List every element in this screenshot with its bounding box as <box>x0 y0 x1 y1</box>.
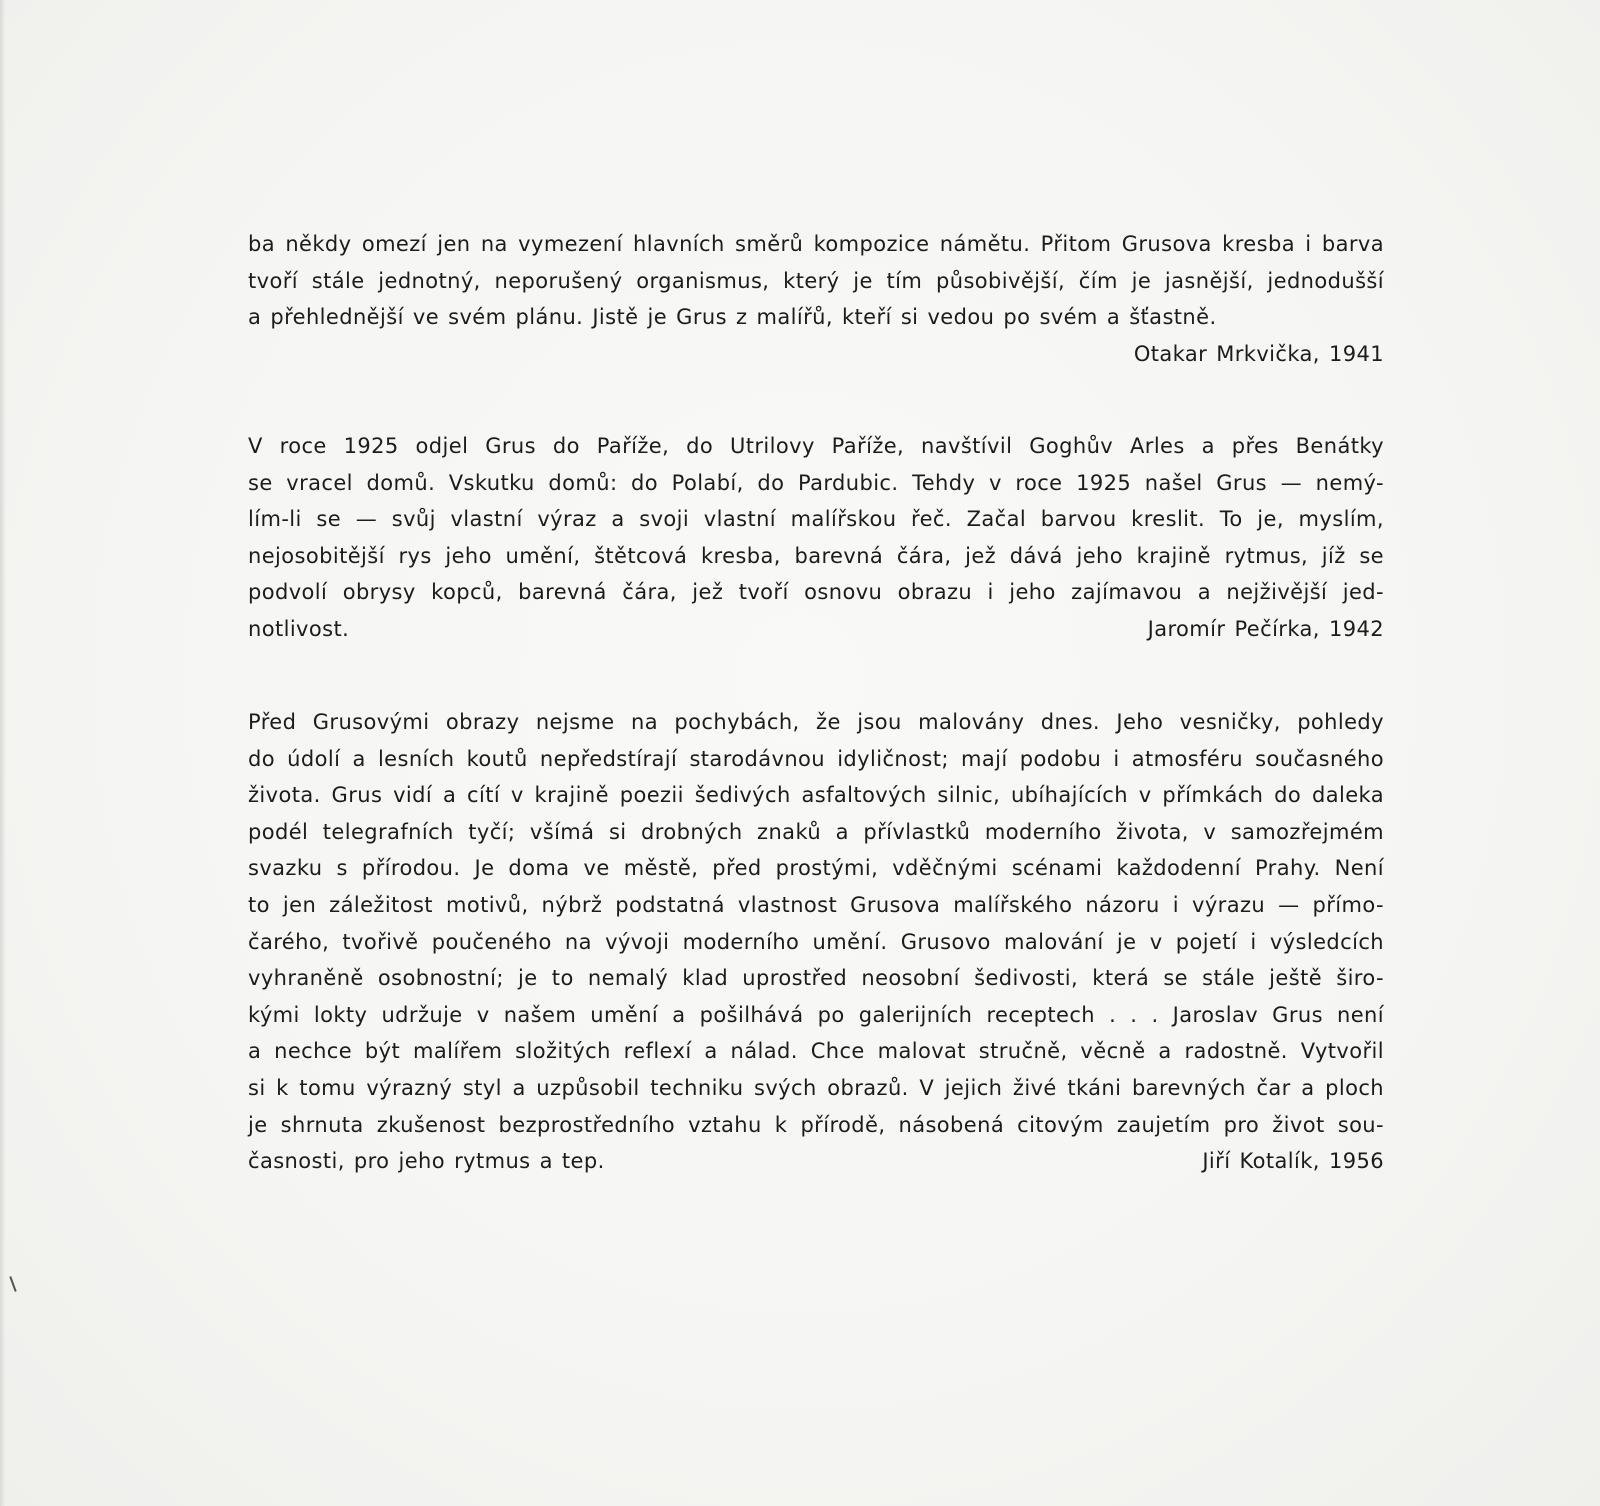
quote-attribution: Jaromír Pečírka, 1942 <box>1147 616 1384 641</box>
quote-section-pecirka <box>248 428 1384 648</box>
margin-mark <box>9 1276 16 1292</box>
paragraph-line: si k tomu výrazný styl a uzpůsobil techniku svých obrazů. V jejich živé tkáni barevných čar a ploch <box>248 1075 1384 1100</box>
paragraph-line: notlivost. <box>248 616 350 641</box>
quote-attribution: Otakar Mrkvička, 1941 <box>1133 341 1384 366</box>
quote-section-kotalik <box>248 704 1384 1180</box>
paragraph-line: svazku s přírodou. Je doma ve městě, před prostými, vděčnými scénami každodenní Prahy. Není <box>248 856 1384 881</box>
paragraph-line: lím-li se — svůj vlastní výraz a svoji vlastní malířskou řeč. Začal barvou kreslit. To je, myslím, <box>248 507 1384 532</box>
paragraph-line: do údolí a lesních koutů nepředstírají starodávnou idyličnost; mají podobu i atmosféru současného <box>248 746 1384 771</box>
paragraph-line: tvoří stále jednotný, neporušený organismus, který je tím působivější, čím je jasnější, jednodušší <box>248 268 1384 293</box>
paragraph-line: časnosti, pro jeho rytmus a tep. <box>248 1149 605 1174</box>
paragraph-line: podvolí obrysy kopců, barevná čára, jež tvoří osnovu obrazu i jeho zajímavou a nejživější jed- <box>248 580 1384 605</box>
paragraph-line: to jen záležitost motivů, nýbrž podstatná vlastnost Grusova malířského názoru i výrazu — přímo- <box>248 892 1384 917</box>
quote-section-mrkvicka <box>248 226 1384 372</box>
paragraph-line: kými lokty udržuje v našem umění a pošilhává po galerijních receptech . . . Jaroslav Grus není <box>248 1002 1384 1027</box>
page-binding-edge <box>0 0 6 1506</box>
paragraph-line: V roce 1925 odjel Grus do Paříže, do Utrilovy Paříže, navštívil Goghův Arles a přes Benátky <box>248 434 1384 458</box>
final-line-row <box>248 1143 1384 1180</box>
paragraph-line: života. Grus vidí a cítí v krajině poezii šedivých asfaltových silnic, ubíhajících v přímkách do daleka <box>248 783 1384 808</box>
quote-attribution: Jiří Kotalík, 1956 <box>1202 1149 1384 1174</box>
paragraph-line: podél telegrafních tyčí; všímá si drobných znaků a přívlastků moderního života, v samozřejmém <box>248 819 1384 844</box>
paragraph-line: Před Grusovými obrazy nejsme na pochybách, že jsou malovány dnes. Jeho vesničky, pohledy <box>248 710 1384 734</box>
paragraph-line: je shrnuta zkušenost bezprostředního vztahu k přírodě, násobená citovým zaujetím pro život sou- <box>248 1112 1384 1137</box>
paragraph-line: vyhraněně osobnostní; je to nemalý klad uprostřed neosobní šedivosti, která se stále ještě širo- <box>248 966 1384 991</box>
paragraph-line: a přehlednější ve svém plánu. Jistě je Grus z malířů, kteří si vedou po svém a šťastně. <box>248 305 1217 330</box>
paragraph-line: a nechce být malířem složitých reflexí a nálad. Chce malovat stručně, věcně a radostně. Vytvořil <box>248 1039 1384 1064</box>
paragraph-line: čarého, tvořivě poučeného na vývoji moderního umění. Grusovo malování je v pojetí i výsledcích <box>248 929 1384 954</box>
final-line-row <box>248 611 1384 648</box>
paragraph-line: nejosobitější rys jeho umění, štětcová kresba, barevná čára, jež dává jeho krajině rytmus, jíž se <box>248 543 1384 568</box>
paragraph-line: ba někdy omezí jen na vymezení hlavních směrů kompozice námětu. Přitom Grusova kresba i barva <box>248 232 1384 256</box>
paragraph-line: se vracel domů. Vskutku domů: do Polabí, do Pardubic. Tehdy v roce 1925 našel Grus — nemý- <box>248 470 1384 495</box>
